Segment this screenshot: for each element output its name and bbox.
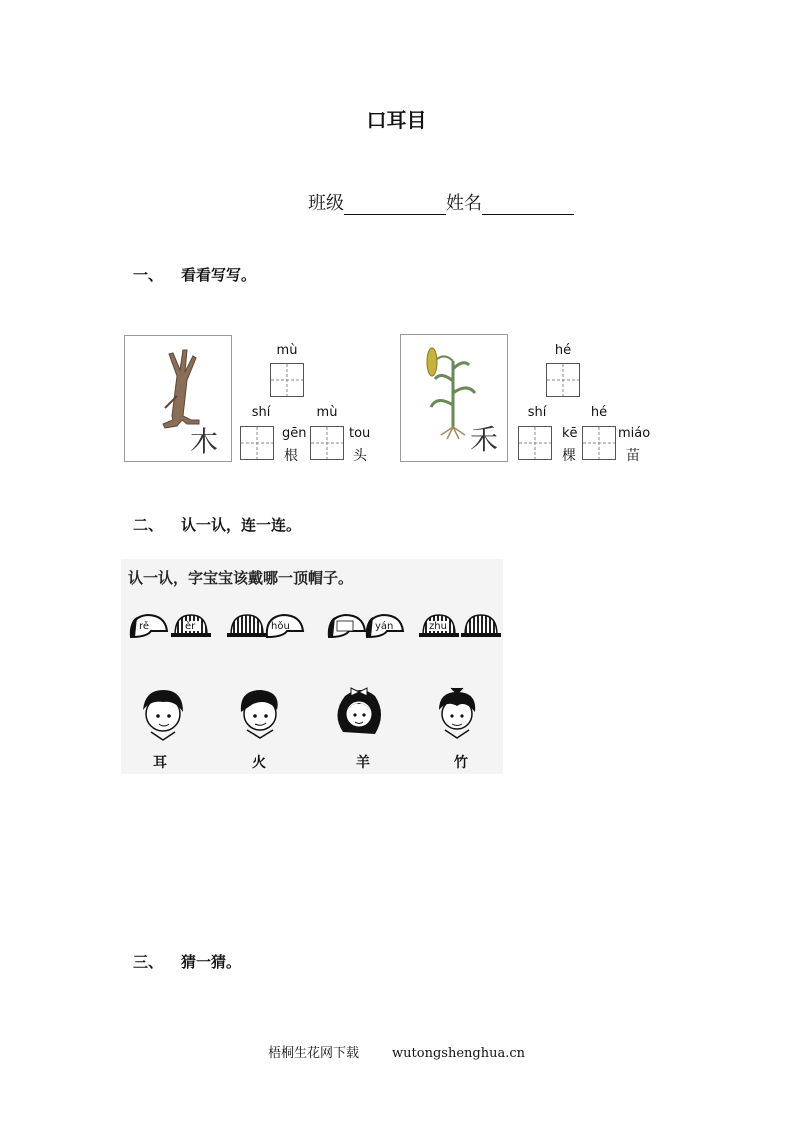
- class-blank[interactable]: [344, 196, 446, 215]
- cap-hat-icon[interactable]: [329, 615, 365, 637]
- section-2-heading: [133, 514, 301, 535]
- tree-right-pinyin: mù: [316, 405, 338, 420]
- section-number: 一、: [133, 266, 164, 284]
- tree-word2-char: 头: [353, 448, 367, 464]
- tree-glyph: 木: [190, 425, 219, 458]
- section-text: 猜一猜。: [181, 953, 242, 971]
- tree-word1-char: 根: [284, 448, 298, 464]
- grain-right-pinyin: hé: [590, 405, 608, 420]
- grain-word2-char: 苗: [626, 448, 640, 464]
- girl-face-icon[interactable]: [337, 688, 381, 734]
- section-number: 二、: [133, 516, 164, 534]
- boy-face-icon[interactable]: [143, 690, 183, 740]
- grain-left-pinyin: shí: [527, 405, 547, 420]
- grain-top-writing-box[interactable]: [546, 363, 580, 397]
- page-title: 口耳目: [366, 108, 427, 132]
- cap-hat-icon[interactable]: [131, 615, 167, 637]
- grain-word2-pinyin: miáo: [618, 426, 651, 441]
- hat-pinyin: hǒu: [271, 621, 290, 632]
- section-1-heading: [133, 264, 256, 285]
- girl-face-icon[interactable]: [439, 688, 475, 738]
- tree-top-pinyin: mù: [276, 343, 298, 358]
- section-text: 认一认，连一连。: [181, 516, 302, 534]
- kid-character: 火: [252, 755, 266, 771]
- striped-hat-icon[interactable]: [461, 615, 501, 637]
- page-footer: 梧桐生花网下载 wutongshenghua.cn: [267, 1046, 526, 1061]
- hat-pinyin: yán: [375, 621, 394, 632]
- tree-word2-pinyin: tou: [349, 426, 371, 441]
- hat-instruction: 认一认，字宝宝该戴哪一顶帽子。: [128, 569, 354, 587]
- kid-character: 羊: [356, 755, 370, 771]
- hats-row: [125, 607, 503, 647]
- name-label: 姓名: [446, 193, 482, 214]
- kid-character: 耳: [153, 755, 167, 771]
- tree-left-pinyin: shí: [251, 405, 271, 420]
- name-blank[interactable]: [482, 196, 574, 215]
- hat-pinyin: rě: [139, 621, 150, 632]
- boy-face-icon[interactable]: [241, 690, 278, 738]
- tree-right-writing-box[interactable]: [310, 426, 344, 460]
- student-info: [308, 189, 574, 215]
- striped-hat-icon[interactable]: [171, 615, 211, 637]
- grain-word1-pinyin: kē: [562, 426, 578, 441]
- grain-word1-char: 棵: [562, 448, 576, 464]
- section-3-heading: [133, 951, 241, 972]
- hat-pinyin: zhu: [429, 621, 447, 632]
- cap-hat-icon[interactable]: [367, 615, 403, 637]
- striped-hat-icon[interactable]: [227, 615, 267, 637]
- kid-character: 竹: [454, 755, 468, 771]
- tree-left-writing-box[interactable]: [240, 426, 274, 460]
- cap-hat-icon[interactable]: [267, 615, 303, 637]
- hat-pinyin: ěr: [185, 621, 196, 632]
- tree-word1-pinyin: gēn: [282, 426, 307, 441]
- tree-top-writing-box[interactable]: [270, 363, 304, 397]
- grain-glyph: 禾: [470, 423, 499, 456]
- class-label: 班级: [308, 193, 344, 214]
- section-text: 看看写写。: [181, 266, 257, 284]
- grain-left-writing-box[interactable]: [518, 426, 552, 460]
- kids-row: [125, 684, 503, 746]
- grain-right-writing-box[interactable]: [582, 426, 616, 460]
- grain-top-pinyin: hé: [554, 343, 572, 358]
- striped-hat-icon[interactable]: [419, 615, 459, 637]
- section-number: 三、: [133, 953, 164, 971]
